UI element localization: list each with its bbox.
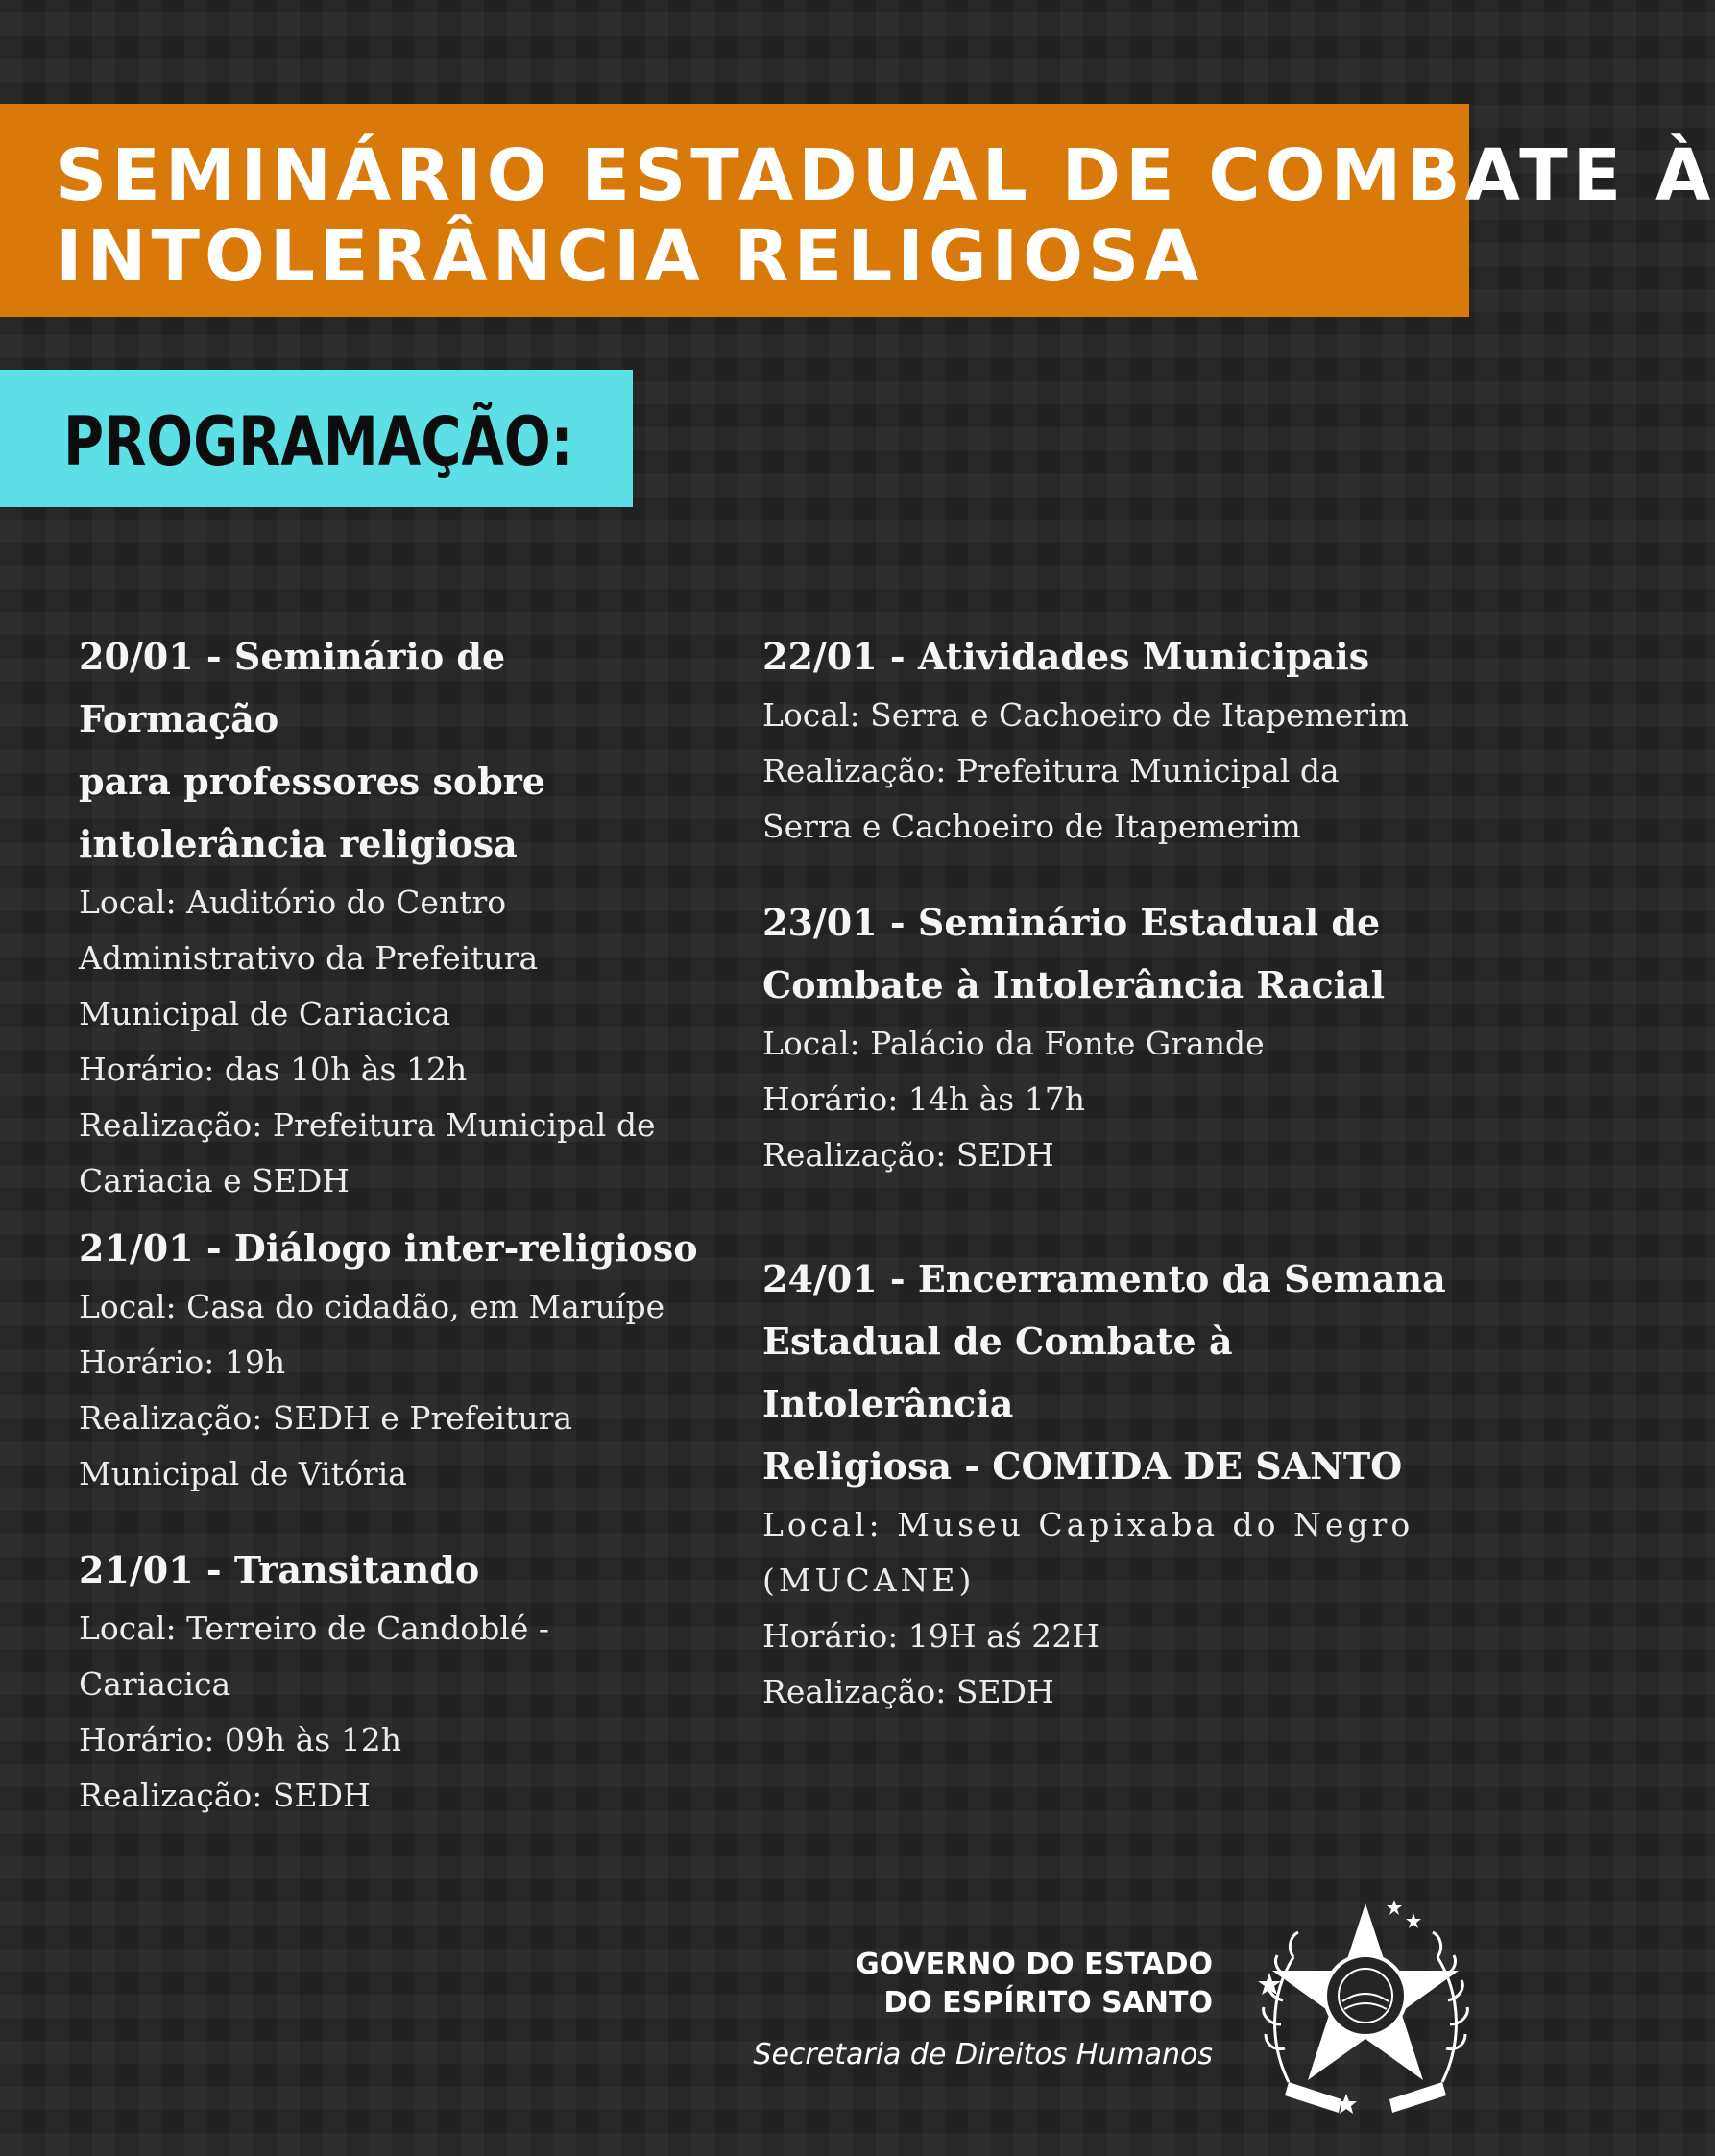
secretariat-name: Secretaria de Direitos Humanos: [753, 2038, 1213, 2071]
event-location: Administrativo da Prefeitura: [79, 939, 539, 977]
event-time: Horário: 14h às 17h: [762, 1080, 1085, 1118]
title-line-1: SEMINÁRIO ESTADUAL DE COMBATE À: [56, 134, 1715, 217]
event-heading: 23/01 - Seminário Estadual de: [762, 901, 1381, 944]
event-heading: 20/01 - Seminário de Formação: [79, 635, 506, 740]
event-heading: 22/01 - Atividades Municipais: [762, 635, 1370, 678]
event-organizer: Municipal de Vitória: [79, 1455, 407, 1492]
event-time: Horário: das 10h às 12h: [79, 1051, 468, 1088]
event-location: (MUCANE): [762, 1562, 976, 1599]
event-location: Cariacica: [79, 1665, 231, 1703]
section-label: PROGRAMAÇÃO:: [63, 402, 573, 481]
government-name: DO ESPÍRITO SANTO: [883, 1986, 1213, 2020]
title-line-2: INTOLERÂNCIA RELIGIOSA: [56, 215, 1204, 298]
event-location: Local: Casa do cidadão, em Maruípe: [79, 1288, 665, 1325]
event-heading: para professores sobre: [79, 760, 545, 803]
section-banner: [0, 370, 633, 507]
event-time: Horário: 19H aś 22H: [762, 1617, 1100, 1655]
event-heading: 24/01 - Encerramento da Semana: [762, 1257, 1446, 1300]
event-heading: Religiosa - COMIDA DE SANTO: [762, 1444, 1403, 1488]
event-organizer: Realização: SEDH: [762, 1136, 1054, 1174]
event-location: Local: Palácio da Fonte Grande: [762, 1025, 1265, 1062]
event-location: Local: Museu Capixaba do Negro: [762, 1506, 1414, 1543]
event-21-01-dialogo: [79, 1217, 713, 1502]
event-organizer: Realização: Prefeitura Municipal de: [79, 1106, 656, 1144]
event-heading: Estadual de Combate à Intolerância: [762, 1320, 1233, 1425]
event-location: Local: Serra e Cachoeiro de Itapemerim: [762, 696, 1409, 734]
event-organizer: Cariacia e SEDH: [79, 1162, 350, 1199]
event-23-01: [762, 891, 1454, 1183]
event-21-01-transitando: [79, 1538, 713, 1824]
event-location: Local: Terreiro de Candoblé -: [79, 1610, 550, 1647]
event-heading: 21/01 - Diálogo inter-religioso: [79, 1226, 698, 1270]
event-organizer: Serra e Cachoeiro de Itapemerim: [762, 808, 1301, 845]
event-heading: 21/01 - Transitando: [79, 1548, 480, 1591]
event-location: Municipal de Cariacica: [79, 995, 450, 1032]
government-name: GOVERNO DO ESTADO: [856, 1948, 1213, 1981]
event-22-01: [762, 625, 1454, 855]
event-organizer: Realização: Prefeitura Municipal da: [762, 752, 1340, 789]
event-24-01: [762, 1248, 1454, 1720]
event-organizer: Realização: SEDH: [79, 1777, 371, 1814]
event-20-01: [79, 625, 713, 1209]
title-banner: [0, 104, 1715, 317]
event-organizer: Realização: SEDH e Prefeitura: [79, 1399, 573, 1437]
event-organizer: Realização: SEDH: [762, 1673, 1054, 1710]
event-heading: intolerância religiosa: [79, 822, 518, 865]
event-location: Local: Auditório do Centro: [79, 884, 507, 921]
government-signature: [753, 1946, 1213, 2074]
state-coat-of-arms-icon: [1250, 1890, 1481, 2120]
event-heading: Combate à Intolerância Racial: [762, 963, 1386, 1006]
event-time: Horário: 09h às 12h: [79, 1721, 401, 1758]
event-time: Horário: 19h: [79, 1344, 286, 1381]
